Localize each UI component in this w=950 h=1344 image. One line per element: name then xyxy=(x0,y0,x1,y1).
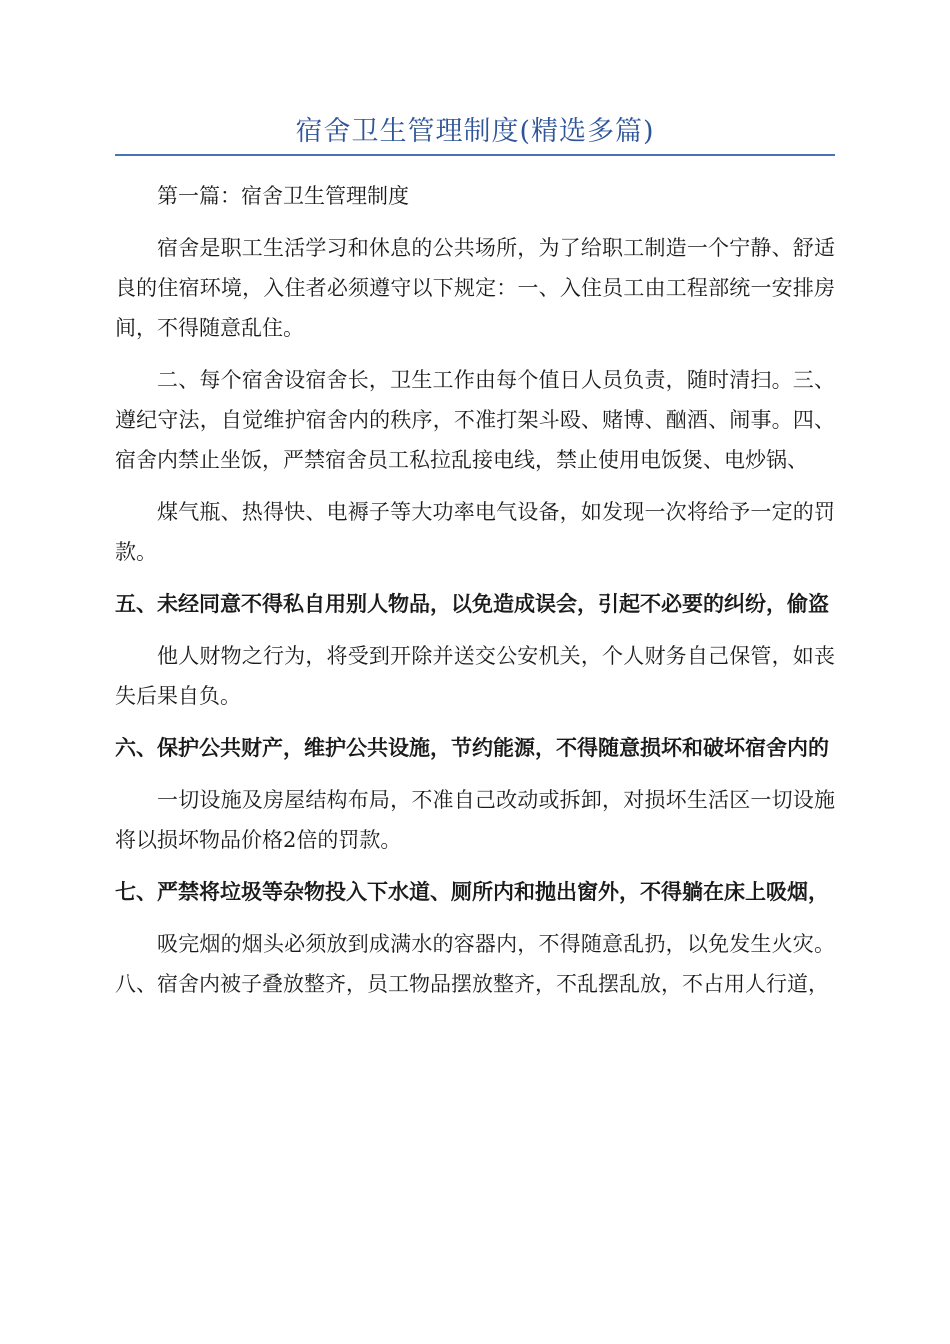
paragraph-1: 宿舍是职工生活学习和休息的公共场所，为了给职工制造一个宁静、舒适良的住宿环境，入住者必须遵守以下规定：一、入住员工由工程部统一安排房间，不得随意乱住。 xyxy=(115,236,835,340)
document-page xyxy=(115,0,835,1004)
title-underline xyxy=(115,154,835,156)
paragraph-3: 煤气瓶、热得快、电褥子等大功率电气设备，如发现一次将给予一定的罚款。 xyxy=(115,500,835,564)
paragraph-9: 吸完烟的烟头必须放到成满水的容器内，不得随意乱扔，以免发生火灾。八、宿舍内被子叠放整齐，员工物品摆放整齐，不乱摆乱放，不占用人行道， xyxy=(115,932,835,996)
rule-6-heading: 六、保护公共财产，维护公共设施，节约能源，不得随意损坏和破坏宿舍内的 xyxy=(115,736,829,760)
paragraph-5: 他人财物之行为，将受到开除并送交公安机关，个人财务自己保管，如丧失后果自负。 xyxy=(115,644,835,708)
rule-7-heading: 七、严禁将垃圾等杂物投入下水道、厕所内和抛出窗外，不得躺在床上吸烟， xyxy=(115,880,829,904)
paragraph-2: 二、每个宿舍设宿舍长，卫生工作由每个值日人员负责，随时清扫。三、遵纪守法，自觉维护宿舍内的秩序，不准打架斗殴、赌博、酗酒、闹事。四、宿舍内禁止坐饭，严禁宿舍员工私拉乱接电线，禁止使用电饭煲、电炒锅、 xyxy=(115,368,835,472)
document-title: 宿舍卫生管理制度(精选多篇) xyxy=(295,116,655,147)
section-intro-heading: 第一篇：宿舍卫生管理制度 xyxy=(157,184,409,208)
paragraph-7: 一切设施及房屋结构布局，不准自己改动或拆卸，对损坏生活区一切设施将以损坏物品价格2倍的罚款。 xyxy=(115,788,835,852)
rule-5-heading: 五、未经同意不得私自用别人物品，以免造成误会，引起不必要的纠纷，偷盗 xyxy=(115,592,829,616)
